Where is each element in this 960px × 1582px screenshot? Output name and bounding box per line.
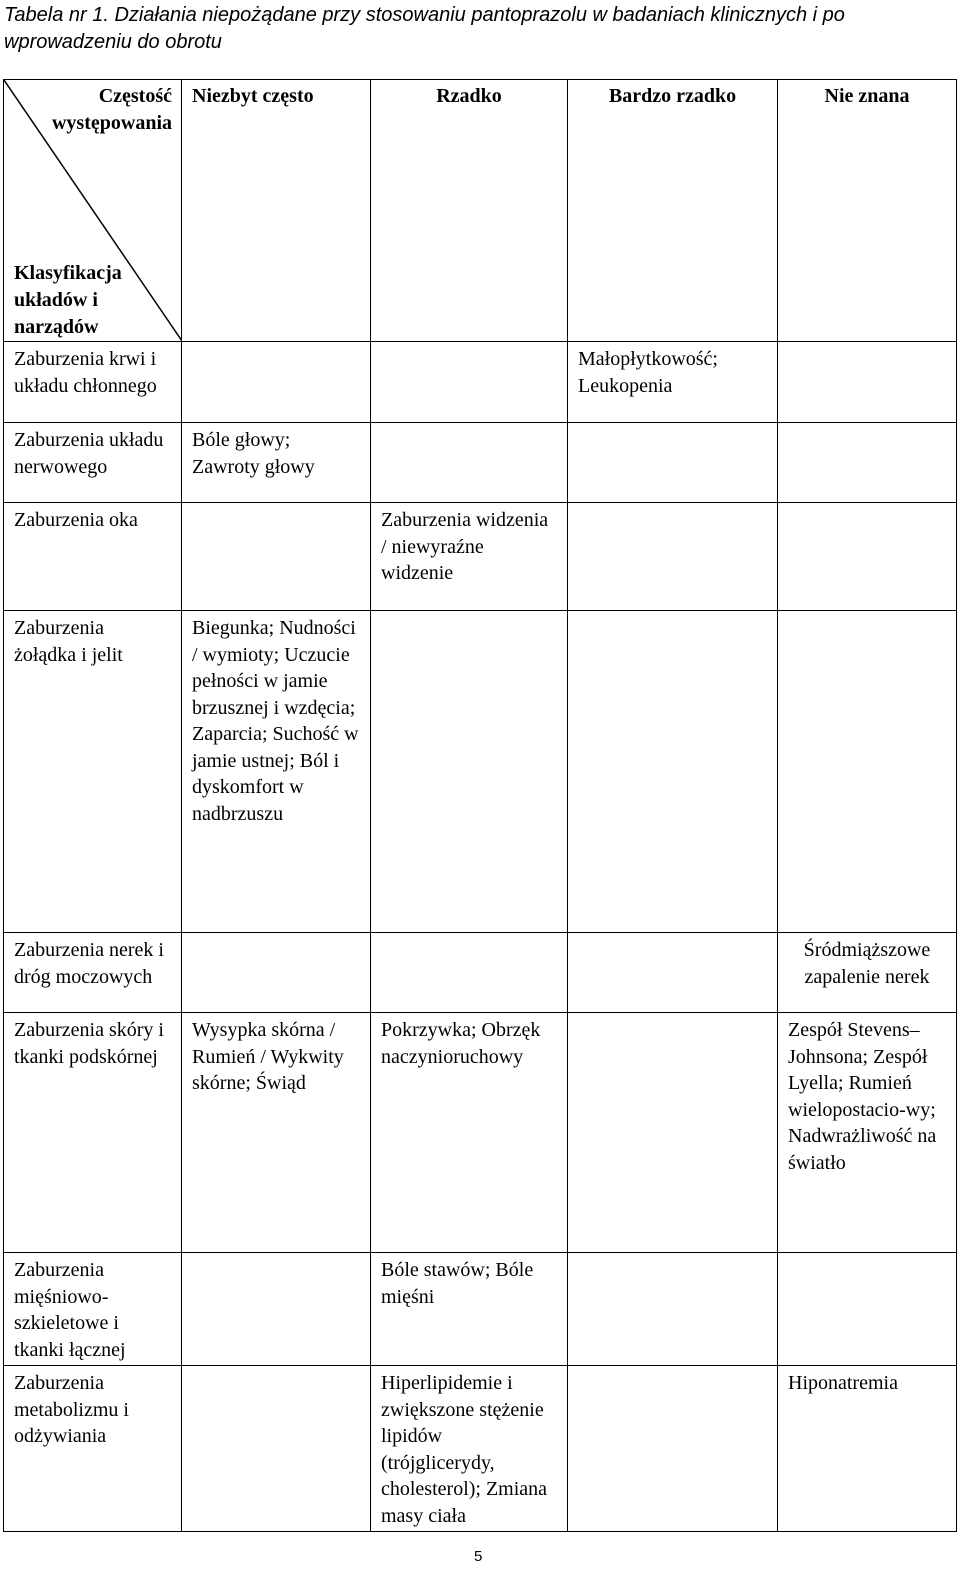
table-caption [4, 2, 944, 56]
not-known-cell [778, 342, 957, 423]
organ-class-cell: Zaburzenia skóry i tkanki podskórnej [4, 1013, 182, 1253]
not-known-cell: Hiponatremia [778, 1366, 957, 1532]
uncommon-cell [182, 503, 371, 611]
table-row [4, 1366, 957, 1532]
uncommon-cell: Wysypka skórna / Rumień / Wykwity skórne; Świąd [182, 1013, 371, 1253]
column-header-not-known: Nie znana [778, 80, 957, 342]
uncommon-cell [182, 1366, 371, 1532]
column-header-uncommon: Niezbyt często [182, 80, 371, 342]
uncommon-cell: Bóle głowy; Zawroty głowy [182, 423, 371, 503]
rare-cell [371, 423, 568, 503]
not-known-cell [778, 423, 957, 503]
rare-cell: Hiperlipidemie i zwiększone stężenie lipidów (trójglicerydy, cholesterol); Zmiana masy ciała [371, 1366, 568, 1532]
not-known-cell [778, 611, 957, 933]
not-known-cell [778, 503, 957, 611]
very-rare-cell [568, 1013, 778, 1253]
column-header-rare: Rzadko [371, 80, 568, 342]
header-corner-cell [4, 80, 182, 342]
adverse-effects-table [3, 79, 957, 1532]
very-rare-cell [568, 1366, 778, 1532]
caption-prefix: Tabela nr 1. [4, 4, 109, 26]
not-known-cell: Zespół Stevens–Johnsona; Zespół Lyella; Rumień wielopostacio-wy; Nadwrażliwość na światło [778, 1013, 957, 1253]
page-number: 5 [474, 1548, 483, 1565]
organ-class-cell: Zaburzenia układu nerwowego [4, 423, 182, 503]
organ-class-label: Klasyfikacja układów i narządów [14, 262, 122, 338]
uncommon-cell [182, 342, 371, 423]
very-rare-cell [568, 423, 778, 503]
very-rare-cell [568, 933, 778, 1013]
table-row [4, 1253, 957, 1366]
table-row [4, 611, 957, 933]
rare-cell: Zaburzenia widzenia / niewyraźne widzenie [371, 503, 568, 611]
table-row [4, 423, 957, 503]
frequency-label: Częstość występowania [51, 85, 172, 134]
table-row [4, 933, 957, 1013]
uncommon-cell: Biegunka; Nudności / wymioty; Uczucie pełności w jamie brzusznej i wzdęcia; Zaparcia; Suchość w jamie ustnej; Ból i dyskomfort w nadbrzuszu [182, 611, 371, 933]
rare-cell [371, 611, 568, 933]
uncommon-cell [182, 933, 371, 1013]
very-rare-cell [568, 1253, 778, 1366]
organ-class-cell: Zaburzenia mięśniowo-szkieletowe i tkanki łącznej [4, 1253, 182, 1366]
organ-class-cell: Zaburzenia nerek i dróg moczowych [4, 933, 182, 1013]
very-rare-cell [568, 611, 778, 933]
organ-class-cell: Zaburzenia oka [4, 503, 182, 611]
table-row [4, 342, 957, 423]
organ-class-cell: Zaburzenia krwi i układu chłonnego [4, 342, 182, 423]
rare-cell [371, 933, 568, 1013]
organ-class-cell: Zaburzenia żołądka i jelit [4, 611, 182, 933]
table-row [4, 503, 957, 611]
column-header-very-rare: Bardzo rzadko [568, 80, 778, 342]
table-row [4, 1013, 957, 1253]
not-known-cell [778, 1253, 957, 1366]
caption-text: Działania niepożądane przy stosowaniu pantoprazolu w badaniach klinicznych i po wprowadzeniu do obrotu [4, 4, 845, 53]
rare-cell: Bóle stawów; Bóle mięśni [371, 1253, 568, 1366]
rare-cell: Pokrzywka; Obrzęk naczynioruchowy [371, 1013, 568, 1253]
very-rare-cell [568, 503, 778, 611]
organ-class-cell: Zaburzenia metabolizmu i odżywiania [4, 1366, 182, 1532]
table-header-row [4, 80, 957, 342]
not-known-cell: Śródmiąższowe zapalenie nerek [778, 933, 957, 1013]
rare-cell [371, 342, 568, 423]
very-rare-cell: Małopłytkowość; Leukopenia [568, 342, 778, 423]
uncommon-cell [182, 1253, 371, 1366]
